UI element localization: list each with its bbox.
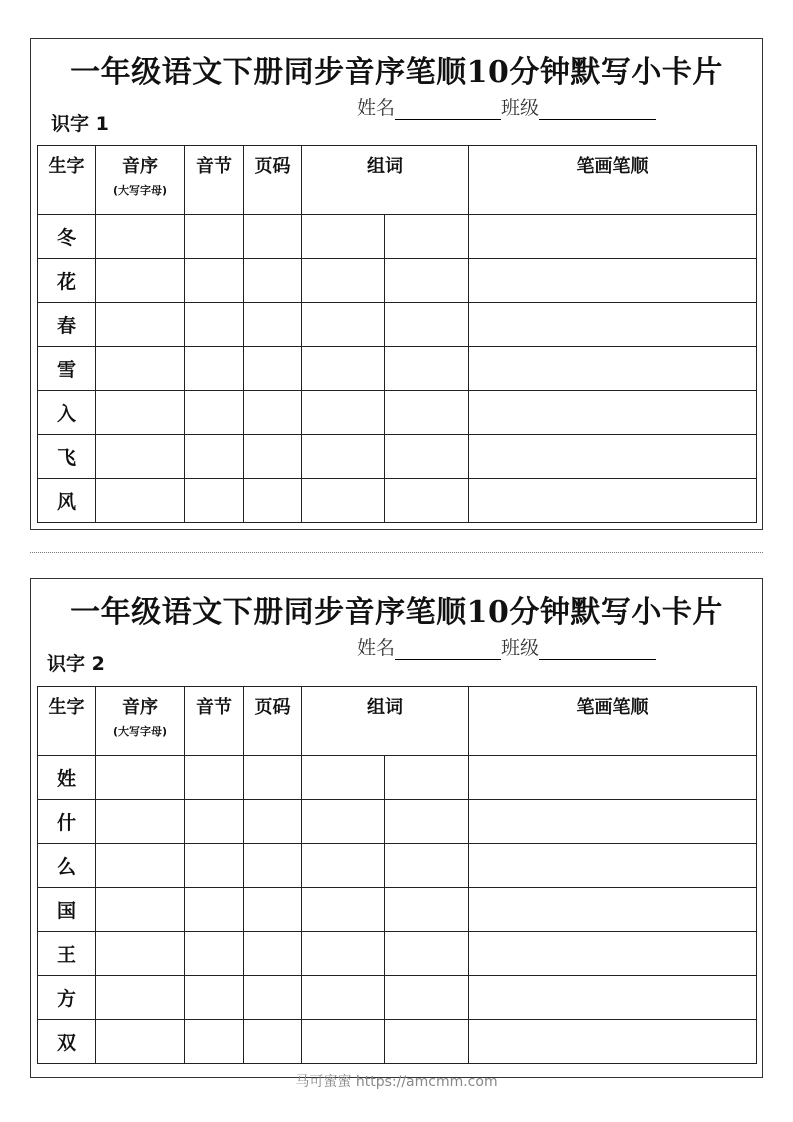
card-title: 一年级语文下册同步音序笔顺10分钟默写小卡片	[70, 595, 723, 630]
word-cell-1[interactable]	[302, 259, 385, 303]
order-cell[interactable]	[96, 259, 185, 303]
card-2	[30, 578, 763, 1078]
page-cell[interactable]	[244, 435, 302, 479]
class-blank[interactable]	[539, 637, 656, 660]
strokes-cell[interactable]	[469, 800, 757, 844]
table-row	[38, 800, 757, 844]
order-cell[interactable]	[96, 347, 185, 391]
header-row	[38, 687, 757, 756]
syllable-cell[interactable]	[185, 1020, 244, 1064]
syllable-cell[interactable]	[185, 391, 244, 435]
class-blank[interactable]	[539, 97, 656, 120]
strokes-cell[interactable]	[469, 976, 757, 1020]
word-cell-2[interactable]	[385, 479, 469, 523]
syllable-cell[interactable]	[185, 435, 244, 479]
strokes-cell[interactable]	[469, 1020, 757, 1064]
character-cell: 冬	[38, 215, 96, 259]
character-cell: 飞	[38, 435, 96, 479]
word-cell-1[interactable]	[302, 800, 385, 844]
strokes-cell[interactable]	[469, 479, 757, 523]
syllable-cell[interactable]	[185, 303, 244, 347]
section-label: 识字 2	[47, 653, 105, 675]
word-cell-1[interactable]	[302, 479, 385, 523]
table-row	[38, 756, 757, 800]
syllable-cell[interactable]	[185, 800, 244, 844]
word-cell-1[interactable]	[302, 844, 385, 888]
character-cell: 雪	[38, 347, 96, 391]
order-cell[interactable]	[96, 1020, 185, 1064]
class-label: 班级	[501, 637, 540, 659]
name-class-field	[357, 93, 656, 120]
header-order-note: (大写字母)	[112, 725, 168, 738]
strokes-cell[interactable]	[469, 932, 757, 976]
name-label: 姓名	[357, 97, 396, 119]
table-row	[38, 1020, 757, 1064]
word-cell-1[interactable]	[302, 303, 385, 347]
table-row	[38, 976, 757, 1020]
class-label: 班级	[501, 97, 540, 119]
page-cell[interactable]	[244, 215, 302, 259]
word-cell-1[interactable]	[302, 435, 385, 479]
page-cell[interactable]	[244, 479, 302, 523]
page-cell[interactable]	[244, 976, 302, 1020]
order-cell[interactable]	[96, 932, 185, 976]
order-cell[interactable]	[96, 844, 185, 888]
table-row	[38, 259, 757, 303]
word-cell-1[interactable]	[302, 932, 385, 976]
card-1	[30, 38, 763, 530]
strokes-cell[interactable]	[469, 259, 757, 303]
page-cell[interactable]	[244, 391, 302, 435]
word-cell-1[interactable]	[302, 347, 385, 391]
page-cell[interactable]	[244, 888, 302, 932]
character-cell: 风	[38, 479, 96, 523]
section-label: 识字 1	[51, 113, 109, 135]
strokes-cell[interactable]	[469, 888, 757, 932]
syllable-cell[interactable]	[185, 932, 244, 976]
character-cell: 什	[38, 800, 96, 844]
word-cell-2[interactable]	[385, 976, 469, 1020]
name-label: 姓名	[357, 637, 396, 659]
word-cell-1[interactable]	[302, 888, 385, 932]
syllable-cell[interactable]	[185, 347, 244, 391]
order-cell[interactable]	[96, 756, 185, 800]
table-row	[38, 215, 757, 259]
header-order-label: 音序	[122, 697, 158, 718]
header-words: 组词	[302, 687, 469, 756]
name-blank[interactable]	[395, 97, 501, 120]
header-char: 生字	[38, 687, 96, 756]
dictation-table	[37, 145, 757, 523]
word-cell-2[interactable]	[385, 391, 469, 435]
header-strokes: 笔画笔顺	[469, 687, 757, 756]
header-page: 页码	[244, 146, 302, 215]
table-body	[38, 215, 757, 523]
strokes-cell[interactable]	[469, 844, 757, 888]
header-row	[38, 146, 757, 215]
page-cell[interactable]	[244, 844, 302, 888]
word-cell-2[interactable]	[385, 435, 469, 479]
strokes-cell[interactable]	[469, 303, 757, 347]
header-order	[96, 687, 185, 756]
order-cell[interactable]	[96, 435, 185, 479]
header-order-note: (大写字母)	[112, 184, 168, 197]
table-row	[38, 303, 757, 347]
word-cell-2[interactable]	[385, 888, 469, 932]
character-cell: 花	[38, 259, 96, 303]
table-row	[38, 932, 757, 976]
footer-watermark: 马可蜜蜜 https://amcmm.com	[295, 1074, 498, 1090]
order-cell[interactable]	[96, 888, 185, 932]
syllable-cell[interactable]	[185, 259, 244, 303]
strokes-cell[interactable]	[469, 391, 757, 435]
word-cell-1[interactable]	[302, 976, 385, 1020]
word-cell-2[interactable]	[385, 215, 469, 259]
order-cell[interactable]	[96, 479, 185, 523]
name-class-field	[357, 633, 656, 660]
header-order-label: 音序	[122, 156, 158, 177]
order-cell[interactable]	[96, 800, 185, 844]
header-char: 生字	[38, 146, 96, 215]
card-title: 一年级语文下册同步音序笔顺10分钟默写小卡片	[70, 55, 723, 90]
page-cell[interactable]	[244, 259, 302, 303]
order-cell[interactable]	[96, 976, 185, 1020]
header-syllable: 音节	[185, 146, 244, 215]
character-cell: 么	[38, 844, 96, 888]
order-cell[interactable]	[96, 303, 185, 347]
syllable-cell[interactable]	[185, 844, 244, 888]
strokes-cell[interactable]	[469, 435, 757, 479]
syllable-cell[interactable]	[185, 479, 244, 523]
word-cell-1[interactable]	[302, 756, 385, 800]
syllable-cell[interactable]	[185, 976, 244, 1020]
table-row	[38, 435, 757, 479]
table-row	[38, 479, 757, 523]
strokes-cell[interactable]	[469, 215, 757, 259]
character-cell: 春	[38, 303, 96, 347]
character-cell: 入	[38, 391, 96, 435]
header-syllable: 音节	[185, 687, 244, 756]
character-cell: 双	[38, 1020, 96, 1064]
dictation-table	[37, 686, 757, 1064]
page-cell[interactable]	[244, 303, 302, 347]
header-page: 页码	[244, 687, 302, 756]
syllable-cell[interactable]	[185, 888, 244, 932]
character-cell: 国	[38, 888, 96, 932]
page-cell[interactable]	[244, 756, 302, 800]
page-cell[interactable]	[244, 800, 302, 844]
table-row	[38, 888, 757, 932]
character-cell: 方	[38, 976, 96, 1020]
table-row	[38, 844, 757, 888]
cut-line	[30, 552, 763, 553]
page-cell[interactable]	[244, 347, 302, 391]
page-cell[interactable]	[244, 932, 302, 976]
syllable-cell[interactable]	[185, 215, 244, 259]
table-row	[38, 391, 757, 435]
character-cell: 姓	[38, 756, 96, 800]
word-cell-1[interactable]	[302, 1020, 385, 1064]
word-cell-2[interactable]	[385, 932, 469, 976]
word-cell-2[interactable]	[385, 756, 469, 800]
strokes-cell[interactable]	[469, 347, 757, 391]
table-row	[38, 347, 757, 391]
word-cell-2[interactable]	[385, 844, 469, 888]
word-cell-2[interactable]	[385, 259, 469, 303]
header-strokes: 笔画笔顺	[469, 146, 757, 215]
word-cell-2[interactable]	[385, 1020, 469, 1064]
header-order	[96, 146, 185, 215]
word-cell-2[interactable]	[385, 347, 469, 391]
word-cell-1[interactable]	[302, 391, 385, 435]
strokes-cell[interactable]	[469, 756, 757, 800]
table-body	[38, 756, 757, 1064]
order-cell[interactable]	[96, 391, 185, 435]
page-cell[interactable]	[244, 1020, 302, 1064]
syllable-cell[interactable]	[185, 756, 244, 800]
header-words: 组词	[302, 146, 469, 215]
order-cell[interactable]	[96, 215, 185, 259]
character-cell: 王	[38, 932, 96, 976]
name-blank[interactable]	[395, 637, 501, 660]
word-cell-1[interactable]	[302, 215, 385, 259]
word-cell-2[interactable]	[385, 800, 469, 844]
word-cell-2[interactable]	[385, 303, 469, 347]
